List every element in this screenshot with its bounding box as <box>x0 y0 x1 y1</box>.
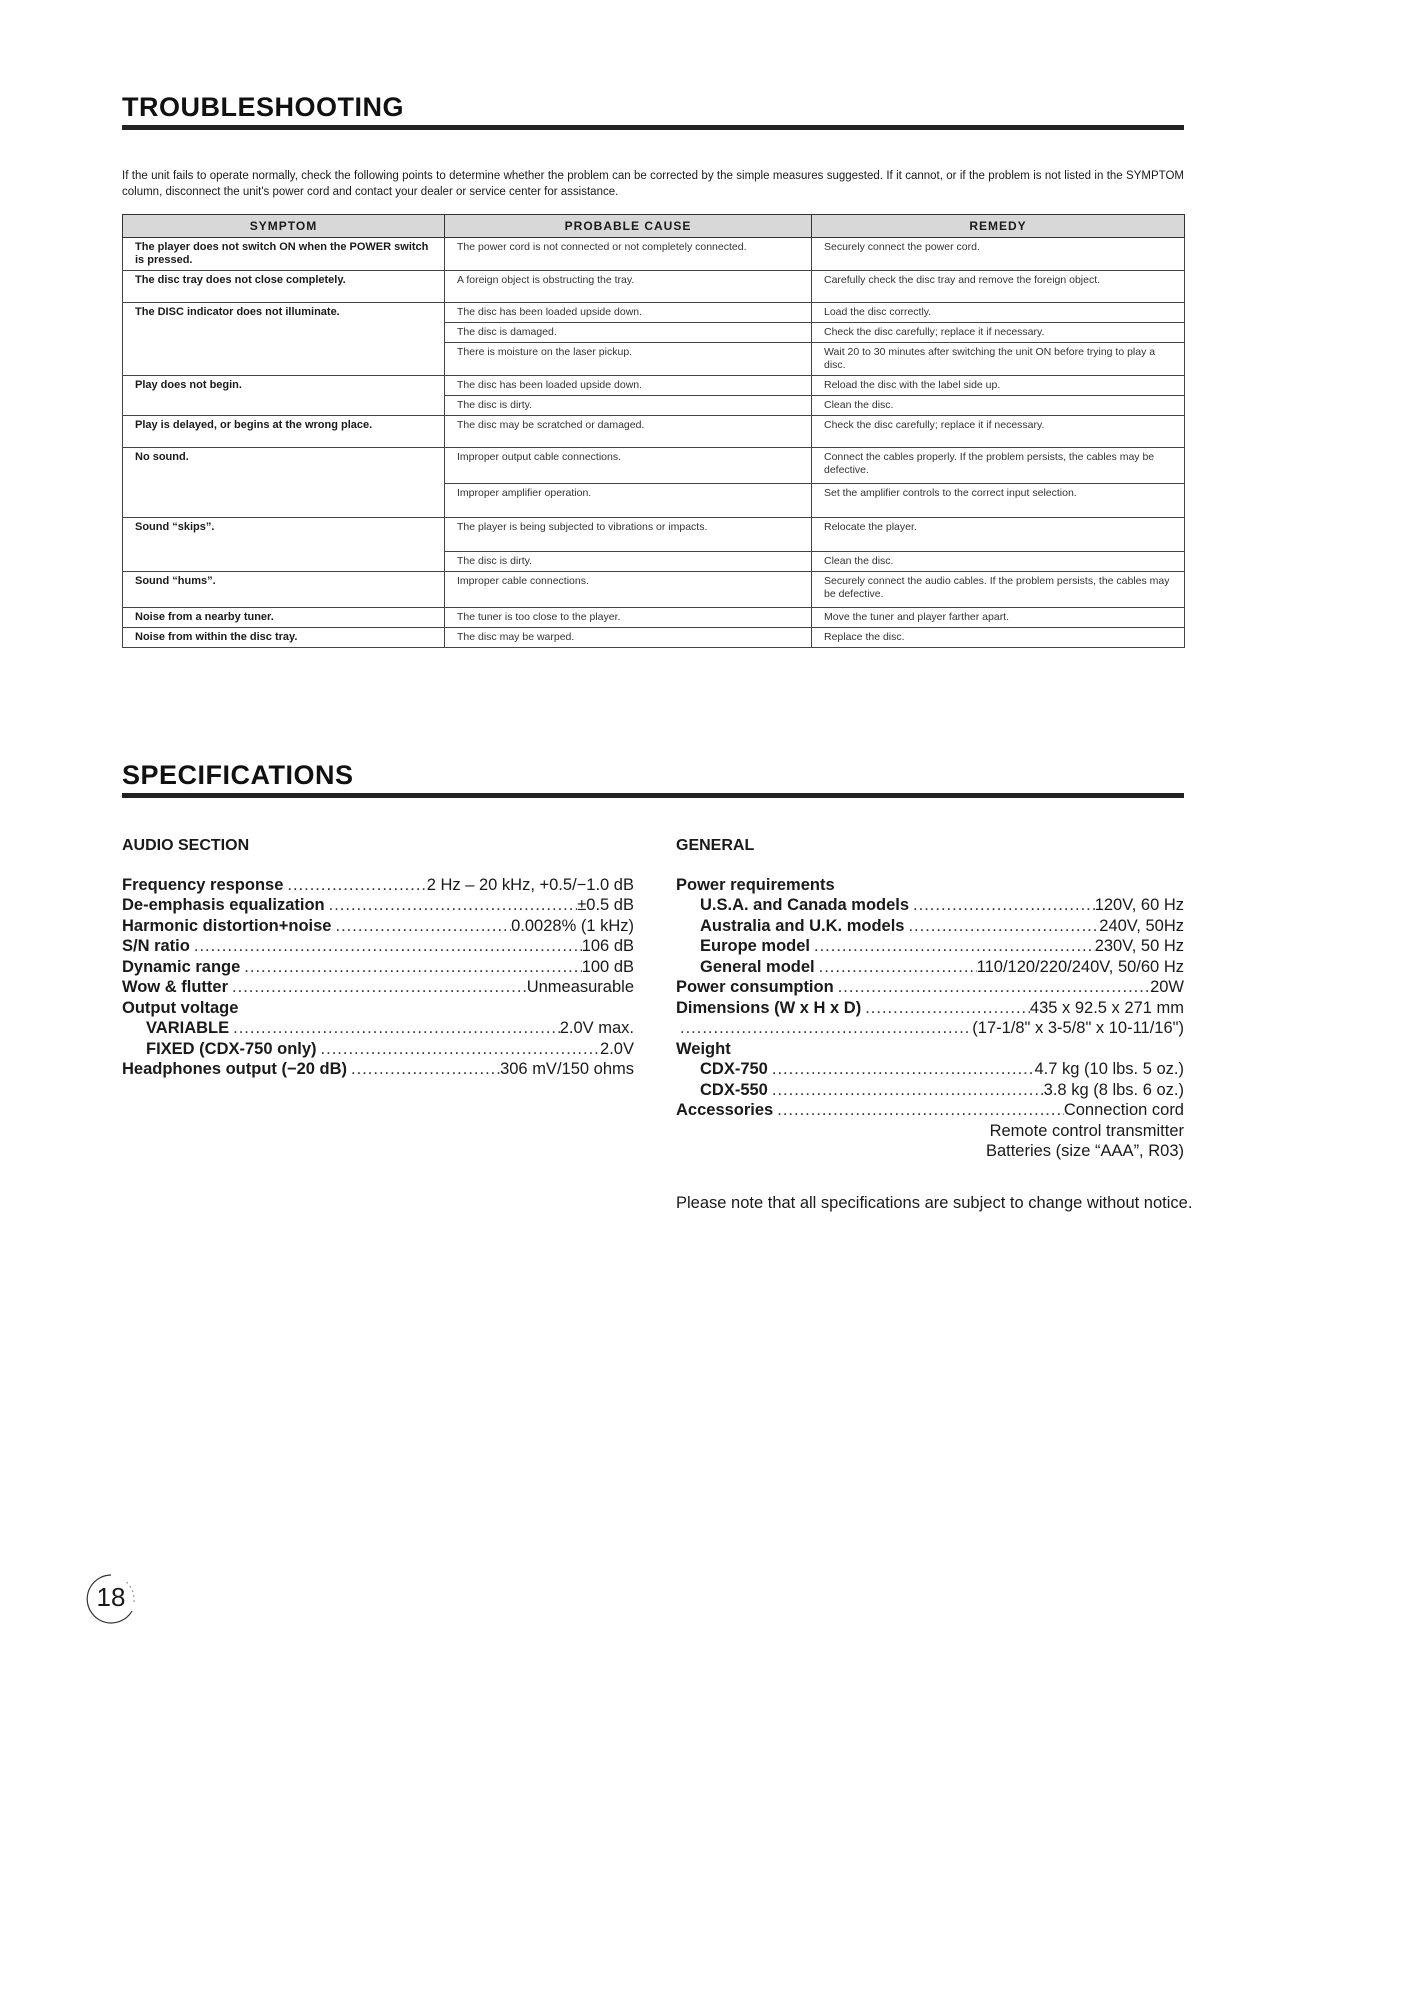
spec-label: De-emphasis equalization <box>122 896 325 914</box>
table-row <box>123 552 1185 572</box>
cause-cell: The disc may be warped. <box>445 628 812 648</box>
cause-cell: The disc has been loaded upside down. <box>445 303 812 323</box>
spec-row <box>676 916 1184 937</box>
leader-dots <box>240 957 581 978</box>
spec-row <box>676 1018 1184 1039</box>
spec-value: 100 dB <box>581 957 634 976</box>
leader-dots <box>768 1059 1035 1080</box>
leader-dots <box>283 875 426 896</box>
leader-dots <box>834 977 1150 998</box>
general-section <box>676 836 1184 1162</box>
leader-dots <box>861 998 1030 1019</box>
spec-value: Remote control transmitter <box>989 1121 1184 1140</box>
spec-value: 0.0028% (1 kHz) <box>511 916 634 935</box>
spec-value: 230V, 50 Hz <box>1094 937 1184 955</box>
cause-cell: The player is being subjected to vibrations or impacts. <box>445 518 812 552</box>
symptom-cell <box>123 396 445 416</box>
symptom-cell <box>123 343 445 376</box>
spec-value: 240V, 50Hz <box>1099 916 1184 935</box>
spec-label: Harmonic distortion+noise <box>122 916 332 935</box>
table-row <box>123 396 1185 416</box>
spec-value: 106 dB <box>581 937 634 955</box>
leader-dots <box>347 1059 500 1080</box>
spec-row <box>676 1080 1184 1101</box>
cause-cell: The disc is damaged. <box>445 323 812 343</box>
remedy-cell: Connect the cables properly. If the problem persists, the cables may be defective. <box>812 448 1185 484</box>
table-row <box>123 448 1185 484</box>
table-row <box>123 238 1185 271</box>
spec-row <box>676 1100 1184 1121</box>
symptom-cell <box>123 552 445 572</box>
spec-row <box>122 977 634 998</box>
spec-value: 110/120/220/240V, 50/60 Hz <box>976 957 1184 976</box>
remedy-cell: Clean the disc. <box>812 552 1185 572</box>
troubleshooting-title: TROUBLESHOOTING <box>122 92 404 122</box>
leader-dots <box>904 916 1099 937</box>
spec-label: Power consumption <box>676 978 834 996</box>
remedy-cell: Clean the disc. <box>812 396 1185 416</box>
spec-value: Connection cord <box>1063 1101 1184 1119</box>
specifications-title: SPECIFICATIONS <box>122 760 354 790</box>
spec-value: Unmeasurable <box>526 978 634 996</box>
cause-cell: A foreign object is obstructing the tray. <box>445 271 812 303</box>
spec-label: Power requirements <box>676 875 835 894</box>
table-row <box>123 518 1185 552</box>
spec-label: Accessories <box>676 1101 774 1119</box>
spec-row <box>676 875 1184 896</box>
spec-label: CDX-750 <box>700 1060 768 1078</box>
table-row <box>123 271 1185 303</box>
cause-cell: The disc is dirty. <box>445 396 812 416</box>
spec-label: Dynamic range <box>122 957 241 976</box>
cause-cell: Improper amplifier operation. <box>445 484 812 518</box>
leader-dots <box>815 957 977 978</box>
spec-row <box>676 998 1184 1019</box>
remedy-cell: Reload the disc with the label side up. <box>812 376 1185 396</box>
spec-label: Europe model <box>700 937 811 955</box>
spec-label: Weight <box>676 1039 731 1058</box>
header-remedy: REMEDY <box>812 215 1185 238</box>
spec-value: 306 mV/150 ohms <box>500 1060 634 1078</box>
header-symptom: SYMPTOM <box>123 215 445 238</box>
spec-value: 2.0V max. <box>559 1019 634 1037</box>
symptom-cell <box>123 323 445 343</box>
spec-label: CDX-550 <box>700 1080 768 1099</box>
spec-label: Output voltage <box>122 998 239 1017</box>
specifications-note: Please note that all specifications are subject to change without notice. <box>676 1194 1193 1212</box>
spec-value: ±0.5 dB <box>577 896 634 914</box>
spec-row <box>676 1039 1184 1060</box>
spec-row <box>122 895 634 916</box>
symptom-cell: The player does not switch ON when the POWER switch is pressed. <box>123 238 445 271</box>
spec-row <box>676 936 1184 957</box>
spec-row <box>676 895 1184 916</box>
symptom-cell: No sound. <box>123 448 445 484</box>
table-row <box>123 572 1185 608</box>
cause-cell: There is moisture on the laser pickup. <box>445 343 812 376</box>
leader-dots <box>810 936 1095 957</box>
spec-label: Wow & flutter <box>122 978 229 996</box>
remedy-cell: Check the disc carefully; replace it if necessary. <box>812 323 1185 343</box>
leader-dots <box>229 1018 560 1039</box>
spec-row <box>122 998 634 1019</box>
symptom-cell: The DISC indicator does not illuminate. <box>123 303 445 323</box>
title-rule <box>122 125 1184 130</box>
spec-row <box>122 875 634 896</box>
leader-dots <box>768 1080 1044 1101</box>
spec-row <box>122 916 634 937</box>
leader-dots <box>332 916 512 937</box>
cause-cell: The tuner is too close to the player. <box>445 608 812 628</box>
remedy-cell: Relocate the player. <box>812 518 1185 552</box>
table-row <box>123 484 1185 518</box>
leader-dots <box>190 936 582 957</box>
spec-label: Australia and U.K. models <box>700 916 905 935</box>
leader-dots <box>228 977 527 998</box>
leader-dots <box>325 895 578 916</box>
spec-label: FIXED (CDX-750 only) <box>146 1039 317 1058</box>
table-row <box>123 628 1185 648</box>
spec-value: 3.8 kg (8 lbs. 6 oz.) <box>1043 1080 1184 1099</box>
symptom-cell: The disc tray does not close completely. <box>123 271 445 303</box>
symptom-cell: Sound “hums”. <box>123 572 445 608</box>
symptom-cell: Sound “skips”. <box>123 518 445 552</box>
spec-row <box>122 936 634 957</box>
remedy-cell: Wait 20 to 30 minutes after switching the unit ON before trying to play a disc. <box>812 343 1185 376</box>
table-row <box>123 376 1185 396</box>
audio-heading: AUDIO SECTION <box>122 837 250 854</box>
spec-label: S/N ratio <box>122 937 190 955</box>
audio-section <box>122 836 634 1080</box>
spec-row <box>122 1039 634 1060</box>
spec-label: U.S.A. and Canada models <box>700 896 910 914</box>
spec-label: VARIABLE <box>146 1019 230 1037</box>
title-rule <box>122 793 1184 798</box>
remedy-cell: Carefully check the disc tray and remove the foreign object. <box>812 271 1185 303</box>
spec-label: General model <box>700 957 815 976</box>
table-header-row <box>123 215 1185 238</box>
symptom-cell <box>123 484 445 518</box>
remedy-cell: Securely connect the power cord. <box>812 238 1185 271</box>
spec-row <box>676 977 1184 998</box>
spec-label: Headphones output (−20 dB) <box>122 1060 348 1078</box>
remedy-cell: Move the tuner and player farther apart. <box>812 608 1185 628</box>
symptom-cell: Play does not begin. <box>123 376 445 396</box>
table-row <box>123 416 1185 448</box>
cause-cell: Improper output cable connections. <box>445 448 812 484</box>
leader-dots <box>317 1039 601 1060</box>
spec-value: (17-1/8" x 3-5/8" x 10-11/16") <box>972 1019 1184 1037</box>
cause-cell: Improper cable connections. <box>445 572 812 608</box>
spec-value: 4.7 kg (10 lbs. 5 oz.) <box>1034 1060 1184 1078</box>
spec-row <box>676 1059 1184 1080</box>
cause-cell: The disc may be scratched or damaged. <box>445 416 812 448</box>
page-number <box>84 1572 138 1626</box>
spec-label: Dimensions (W x H x D) <box>676 998 862 1017</box>
cause-cell: The disc has been loaded upside down. <box>445 376 812 396</box>
spec-value: 2.0V <box>600 1039 634 1058</box>
spec-value: 20W <box>1150 978 1184 996</box>
spec-row <box>676 957 1184 978</box>
spec-value: Batteries (size “AAA”, R03) <box>985 1142 1184 1160</box>
spec-row <box>122 1018 634 1039</box>
leader-dots <box>676 1018 972 1039</box>
remedy-cell: Securely connect the audio cables. If the problem persists, the cables may be defective. <box>812 572 1185 608</box>
table-row <box>123 608 1185 628</box>
general-heading: GENERAL <box>676 837 755 854</box>
spec-value: 435 x 92.5 x 271 mm <box>1029 998 1184 1017</box>
table-row <box>123 303 1185 323</box>
remedy-cell: Set the amplifier controls to the correct input selection. <box>812 484 1185 518</box>
remedy-cell: Load the disc correctly. <box>812 303 1185 323</box>
spec-row <box>122 1059 634 1080</box>
table-row <box>123 343 1185 376</box>
cause-cell: The disc is dirty. <box>445 552 812 572</box>
table-row <box>123 323 1185 343</box>
leader-dots <box>909 895 1095 916</box>
cause-cell: The power cord is not connected or not completely connected. <box>445 238 812 271</box>
troubleshooting-table <box>122 214 1185 648</box>
spec-row <box>122 957 634 978</box>
symptom-cell: Play is delayed, or begins at the wrong place. <box>123 416 445 448</box>
spec-value: 120V, 60 Hz <box>1094 896 1184 914</box>
page-number-text: 18 <box>96 1582 126 1612</box>
symptom-cell: Noise from a nearby tuner. <box>123 608 445 628</box>
spec-label: Frequency response <box>122 875 284 894</box>
spec-value: 2 Hz – 20 kHz, +0.5/−1.0 dB <box>426 875 634 894</box>
leader-dots <box>773 1100 1064 1121</box>
remedy-cell: Replace the disc. <box>812 628 1185 648</box>
remedy-cell: Check the disc carefully; replace it if necessary. <box>812 416 1185 448</box>
troubleshooting-intro: If the unit fails to operate normally, check the following points to determine whether the problem can be corrected by the simple measures suggested. If it cannot, or if the problem is not listed in the SYMPTOM column, disconnect the unit's power cord and contact your dealer or service center for assistance. <box>122 170 1184 198</box>
header-probable-cause: PROBABLE CAUSE <box>445 215 812 238</box>
symptom-cell: Noise from within the disc tray. <box>123 628 445 648</box>
